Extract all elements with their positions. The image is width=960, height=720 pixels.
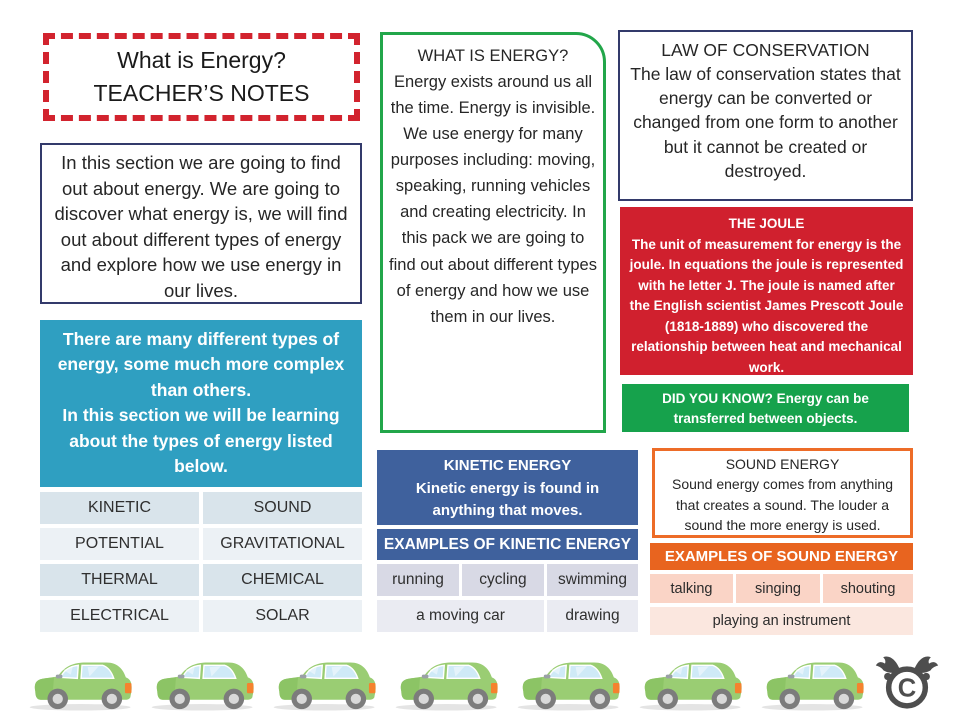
title-box xyxy=(43,33,360,121)
energy-type-cell: POTENTIAL xyxy=(40,528,199,560)
car-icon xyxy=(758,652,870,714)
moose-copyright-icon xyxy=(874,652,940,712)
car-icon xyxy=(26,652,138,714)
energy-type-cell: SOUND xyxy=(203,492,362,524)
what-is-energy-box xyxy=(380,32,606,433)
sound-examples-header-label: EXAMPLES OF SOUND ENERGY xyxy=(664,548,899,565)
energy-type-cell: ELECTRICAL xyxy=(40,600,199,632)
kinetic-example-cell: cycling xyxy=(462,564,544,596)
sound-example-cell: talking xyxy=(650,574,733,603)
joule-body: The unit of measurement for energy is the joule. In equations the joule is represented with he letter J. The joule is named after the English scientist James Prescott Joule (1818-1889) who discovered the relationship between heat and mechanical work. xyxy=(629,236,904,375)
energy-type-cell: KINETIC xyxy=(40,492,199,524)
sound-example-cell: singing xyxy=(736,574,820,603)
energy-types-intro-box xyxy=(40,320,362,487)
intro-box xyxy=(40,143,362,304)
car-icon xyxy=(514,652,626,714)
energy-types-intro-line1: There are many different types of energy, some much more complex than others. xyxy=(57,329,345,400)
energy-type-cell: CHEMICAL xyxy=(203,564,362,596)
sound-example-cell: shouting xyxy=(823,574,913,603)
kinetic-example-cell: swimming xyxy=(547,564,638,596)
sound-examples-row xyxy=(650,607,913,635)
sound-examples-header xyxy=(650,543,913,570)
kinetic-examples-row xyxy=(377,564,638,596)
kinetic-examples-row xyxy=(377,600,638,632)
law-of-conservation-box xyxy=(618,30,913,201)
sound-energy-box xyxy=(652,448,913,538)
energy-type-cell: SOLAR xyxy=(203,600,362,632)
did-you-know-text: DID YOU KNOW? Energy can be transferred between objects. xyxy=(662,391,869,426)
did-you-know-box xyxy=(622,384,909,432)
kinetic-energy-box xyxy=(377,450,638,525)
kinetic-example-cell: a moving car xyxy=(377,600,544,632)
energy-type-cell: THERMAL xyxy=(40,564,199,596)
kinetic-examples-header xyxy=(377,529,638,560)
car-icon xyxy=(636,652,748,714)
energy-types-table xyxy=(40,492,362,632)
what-is-energy-body: Energy exists around us all the time. Energy is invisible. We use energy for many purposes including: moving, speaking, running vehicles and creating electricity. In this pack we are going to find out about different types of energy and how we use them in our lives. xyxy=(389,73,597,326)
slide-title-line1: What is Energy? xyxy=(117,46,286,73)
kinetic-energy-title: KINETIC ENERGY xyxy=(443,457,572,474)
svg-text:C: C xyxy=(897,674,917,703)
what-is-energy-title: WHAT IS ENERGY? xyxy=(417,47,569,65)
energy-types-intro-line2: In this section we will be learning about the types of energy listed below. xyxy=(62,405,340,476)
joule-title: THE JOULE xyxy=(728,216,805,231)
energy-type-cell: GRAVITATIONAL xyxy=(203,528,362,560)
kinetic-examples-header-label: EXAMPLES OF KINETIC ENERGY xyxy=(383,536,632,553)
the-joule-box xyxy=(620,207,913,375)
law-body: The law of conservation states that energy can be converted or changed from one form to another but it cannot be created or destroyed. xyxy=(630,64,901,181)
intro-text: In this section we are going to find out about energy. We are going to discover what energy is, we will find out about different types of energy and explore how we use energy in our lives. xyxy=(54,152,348,301)
moose-copyright-logo xyxy=(874,652,940,712)
slide-title-line2: TEACHER’S NOTES xyxy=(93,80,310,106)
car-icon xyxy=(392,652,504,714)
cars-row xyxy=(26,650,870,714)
sound-examples-row xyxy=(650,574,913,603)
car-icon xyxy=(270,652,382,714)
law-title: LAW OF CONSERVATION xyxy=(661,40,870,60)
kinetic-energy-subtitle: Kinetic energy is found in anything that moves. xyxy=(415,479,600,519)
sound-energy-title: SOUND ENERGY xyxy=(725,456,840,472)
sound-energy-body: Sound energy comes from anything that creates a sound. The louder a sound the more energy is used. xyxy=(671,476,893,533)
kinetic-example-cell: drawing xyxy=(547,600,638,632)
kinetic-example-cell: running xyxy=(377,564,459,596)
sound-example-cell: playing an instrument xyxy=(650,607,913,635)
car-icon xyxy=(148,652,260,714)
